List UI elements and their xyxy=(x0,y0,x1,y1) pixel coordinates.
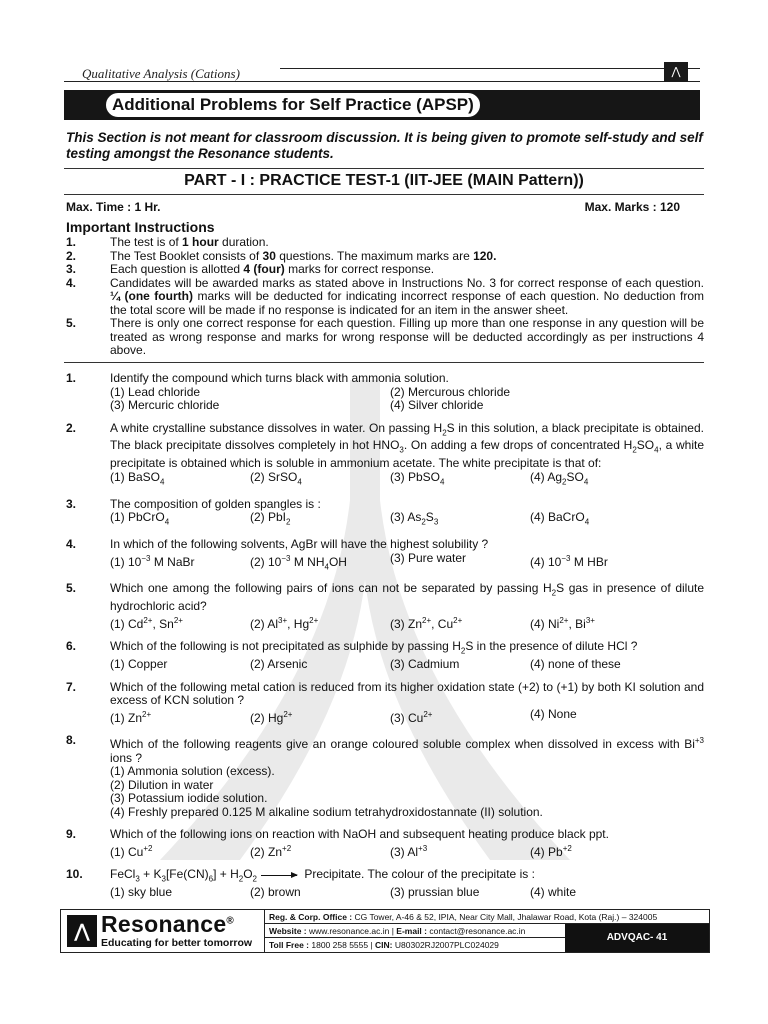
option: (1) $10^{-3}$ M NaBr xyxy=(110,553,195,569)
max-time: Max. Time : 1 Hr. xyxy=(66,200,161,214)
option: (4) BaCrO$_4$ xyxy=(530,510,590,527)
option: (4) $10^{-3}$ M HBr xyxy=(530,553,608,569)
question-item xyxy=(66,640,704,671)
option: (3) prussian blue xyxy=(390,885,480,900)
option: (2) $Zn^{+2}$ xyxy=(250,843,292,859)
part-title: PART - I : PRACTICE TEST-1 (IIT-JEE (MAIN Pattern)) xyxy=(184,172,584,189)
instruction-item xyxy=(66,250,704,264)
chapter-header xyxy=(64,64,700,86)
question-number: 3. xyxy=(66,496,77,511)
question-item xyxy=(66,422,704,489)
questions-list xyxy=(66,372,704,909)
instruction-item xyxy=(66,263,704,277)
instruction-number: 1. xyxy=(66,235,77,249)
option: (4) white xyxy=(530,885,577,900)
instruction-number: 5. xyxy=(66,316,77,330)
instruction-item xyxy=(66,277,704,318)
option: (2) $Hg^{2+}$ xyxy=(250,709,293,725)
instruction-number: 2. xyxy=(66,248,77,263)
question-item xyxy=(66,681,704,726)
question-stem: Which of the following metal cation is reduced from its higher oxidation state (+2) to (+1) by both KI solution and excess of KCN solution ? xyxy=(110,679,704,708)
instruction-number: 3. xyxy=(66,262,77,276)
option: (4) $Ag_2SO_4$ xyxy=(530,469,589,487)
options-list xyxy=(110,708,704,726)
footer xyxy=(60,909,710,953)
option: (2) Mercurous chloride xyxy=(390,384,511,399)
intro-text: This Section is not meant for classroom discussion. It is being given to promote self-study and self testing amongst the Resonance students. xyxy=(66,130,703,161)
question-stem: The composition of golden spangles is : xyxy=(110,496,321,511)
option: (4) $Ni^{2+}$, $Bi^{3+}$ xyxy=(530,615,595,631)
header-rule xyxy=(64,81,700,82)
question-number: 1. xyxy=(66,371,77,385)
footer-address: Reg. & Corp. Office : CG Tower, A-46 & 52, IPIA, Near City Mall, Jhalawar Road, Kota (Raj.) – 324005 xyxy=(265,910,709,924)
max-marks: Max. Marks : 120 xyxy=(584,200,680,214)
option: (1) BaSO$_4$ xyxy=(110,469,165,487)
question-number: 5. xyxy=(66,581,77,596)
instruction-item xyxy=(66,236,704,250)
options-list xyxy=(110,765,704,819)
question-number: 2. xyxy=(66,420,77,435)
option: (4) $Pb^{+2}$ xyxy=(530,843,572,859)
option: (3) Mercuric chloride xyxy=(110,398,220,412)
question-number: 6. xyxy=(66,639,77,654)
option: (3) $Al^{+3}$ xyxy=(390,843,428,859)
question-number: 10. xyxy=(66,867,83,882)
question-body xyxy=(110,538,704,573)
question-body xyxy=(110,681,704,726)
option: (4) Freshly prepared 0.125 M alkaline sodium tetrahydroxidostannate (II) solution. xyxy=(110,804,543,819)
question-number: 4. xyxy=(66,537,77,552)
option: (4) None xyxy=(530,706,577,721)
page-code: ADVQAC- 41 xyxy=(565,924,709,952)
brand-tagline: Educating for better tomorrow xyxy=(101,937,253,949)
question-stem: A white crystalline substance dissolves in water. On passing $H_2S$ in this solution, a black precipitate is obtained. The black precipitate dissolves completely in hot $HNO_3$. On adding a few drops of concentrated $H_2SO_4$, a white precipitate is obtained which is soluble in ammonium acetate. The white precipitate is that of: xyxy=(110,420,704,471)
options-list xyxy=(110,471,704,489)
footer-info xyxy=(265,910,709,952)
question-item xyxy=(66,734,704,819)
option: (1) $Cd^{2+}$, $Sn^{2+}$ xyxy=(110,615,183,631)
instruction-number: 4. xyxy=(66,275,77,290)
options-list xyxy=(110,842,704,860)
option: (1) Ammonia solution (excess). xyxy=(110,764,275,779)
question-body xyxy=(110,372,704,413)
question-body xyxy=(110,734,704,819)
instruction-text: Candidates will be awarded marks as stated above in Instructions No. 3 for correct response of each question. ¼ (one fourth) marks will be deducted for indicating incorrect response of each question. No deduction from the total score will be made if no response is indicated for an item in the answer sheet. xyxy=(110,275,705,317)
option: (3) Potassium iodide solution. xyxy=(110,791,268,806)
options-list xyxy=(110,552,704,574)
option: (1) $Cu^{+2}$ xyxy=(110,843,153,859)
question-stem: In which of the following solvents, AgBr will have the highest solubility ? xyxy=(110,537,489,552)
option: (2) SrSO$_4$ xyxy=(250,469,302,487)
reaction-arrow-icon xyxy=(261,875,297,876)
option: (2) Arsenic xyxy=(250,657,308,672)
question-stem: FeCl$_3$ + $K_3[Fe(CN)_6] + H_2O_2$ Precipitate. The colour of the precipitate is : xyxy=(110,867,535,884)
option: (2) Dilution in water xyxy=(110,777,214,792)
resonance-logo-icon: ⋀ xyxy=(664,62,688,82)
option: (3) Cadmium xyxy=(390,657,460,672)
divider xyxy=(64,168,704,169)
question-body xyxy=(110,828,704,859)
question-body xyxy=(110,868,704,899)
option: (1) $Zn^{2+}$ xyxy=(110,709,152,725)
question-stem: Which of the following ions on reaction with NaOH and subsequent heating produce black ppt. xyxy=(110,827,609,842)
options-list xyxy=(110,511,704,529)
question-item xyxy=(66,538,704,573)
divider xyxy=(64,362,704,363)
instructions-list xyxy=(66,236,704,358)
options-list xyxy=(110,614,704,632)
question-stem: Which one among the following pairs of ions can not be separated by passing $H_2S$ gas in presence of dilute hydrochloric acid? xyxy=(110,581,705,614)
option: (3) Pure water xyxy=(390,550,467,565)
instruction-text: The Test Booklet consists of 30 questions. The maximum marks are 120. xyxy=(110,248,497,263)
question-number: 8. xyxy=(66,733,77,748)
chapter-title: Qualitative Analysis (Cations) xyxy=(82,66,240,81)
instruction-text: There is only one correct response for each question. Filling up more than one response in any question will be treated as wrong response and marks for wrong response will be deducted accordingly as per instructions 4 above. xyxy=(110,316,704,357)
instruction-text: Each question is allotted 4 (four) marks for correct response. xyxy=(110,262,435,276)
options-list xyxy=(110,886,704,900)
question-stem: Identify the compound which turns black with ammonia solution. xyxy=(110,371,449,385)
options-list xyxy=(110,386,704,413)
question-number: 9. xyxy=(66,827,77,842)
question-item xyxy=(66,582,704,631)
option: (1) Copper xyxy=(110,657,168,672)
footer-tollfree: Toll Free : 1800 258 5555 | CIN: U80302RJ2007PLC024029 xyxy=(269,940,499,950)
question-number: 7. xyxy=(66,679,77,694)
header-rule-top xyxy=(280,68,700,69)
option: (1) sky blue xyxy=(110,885,173,900)
question-body xyxy=(110,582,704,631)
option: (1) Lead chloride xyxy=(110,384,201,399)
brand-name: Resonance® xyxy=(101,911,235,937)
option: (2) PbI$_2$ xyxy=(250,510,291,527)
option: (3) $As_2S_3$ xyxy=(390,510,439,527)
instructions-heading: Important Instructions xyxy=(66,219,215,235)
resonance-logo-icon: ⋀ xyxy=(67,915,97,947)
footer-logo xyxy=(61,910,265,952)
option: (4) Silver chloride xyxy=(390,398,484,412)
question-body xyxy=(110,422,704,489)
footer-contact: Website : www.resonance.ac.in | E-mail : contact@resonance.ac.in xyxy=(265,924,565,938)
option: (1) PbCrO$_4$ xyxy=(110,510,170,527)
question-item xyxy=(66,372,704,413)
question-item xyxy=(66,828,704,859)
option: (3) $Zn^{2+}$, $Cu^{2+}$ xyxy=(390,615,463,631)
question-body xyxy=(110,640,704,671)
options-list xyxy=(110,658,704,672)
question-stem: Which of the following is not precipitated as sulphide by passing $H_2S$ in the presence of dilute HCl ? xyxy=(110,639,638,656)
option: (2) $10^{-3}$ M $NH_4OH$ xyxy=(250,553,347,571)
divider xyxy=(64,194,704,195)
option: (4) none of these xyxy=(530,657,621,672)
instruction-text: The test is of 1 hour duration. xyxy=(110,235,269,249)
question-item xyxy=(66,498,704,529)
option: (2) brown xyxy=(250,885,301,900)
question-stem: Which of the following reagents give an orange coloured soluble complex when dissolved in excess with $Bi^{+3}$ ions ? xyxy=(110,736,704,765)
section-title-box xyxy=(104,91,482,119)
option: (2) $Al^{3+}$, $Hg^{2+}$ xyxy=(250,615,319,631)
section-title: Additional Problems for Self Practice (APSP) xyxy=(112,95,474,114)
instruction-item xyxy=(66,317,704,358)
option: (3) $Cu^{2+}$ xyxy=(390,709,433,725)
option: (3) PbSO$_4$ xyxy=(390,469,445,487)
question-item xyxy=(66,868,704,899)
question-body xyxy=(110,498,704,529)
